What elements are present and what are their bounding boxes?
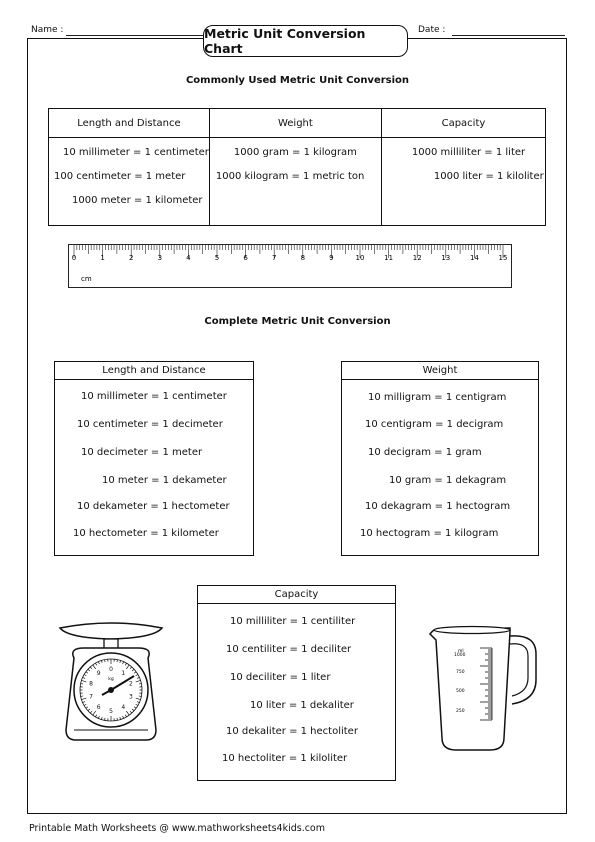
ruler-scale	[68, 244, 512, 288]
dial-label: 1	[121, 670, 126, 678]
capacity-box	[197, 585, 396, 781]
length-row: 10 dekameter = 1 hectometer	[77, 501, 230, 512]
dial-label: 5	[109, 708, 113, 715]
kitchen-scale-icon	[54, 618, 169, 748]
capacity-box-header: Capacity	[198, 586, 395, 604]
common-header-length: Length and Distance	[49, 109, 210, 138]
ruler-label: 15	[498, 254, 508, 262]
ruler-label: 5	[214, 254, 220, 262]
ruler-label: 14	[469, 254, 479, 262]
dial-label: 3	[129, 693, 133, 701]
ruler-label: 9	[329, 254, 334, 262]
length-box-header: Length and Distance	[55, 362, 253, 380]
weight-row: 10 centigram = 1 decigram	[365, 419, 504, 430]
dial-label: 6	[96, 703, 101, 711]
capacity-row: 10 hectoliter = 1 kiloliter	[222, 753, 348, 764]
common-capacity-row: 1000 liter = 1 kiloliter	[433, 171, 544, 182]
weight-box	[341, 361, 539, 556]
ruler-label: 12	[412, 254, 422, 262]
footer-credit: Printable Math Worksheets @ www.mathworksheets4kids.com	[29, 823, 325, 834]
common-capacity-row: 1000 milliliter = 1 liter	[411, 147, 526, 158]
jug-mark-label: 1000	[454, 653, 466, 658]
dial-label: 0	[109, 666, 113, 673]
ruler-label: 10	[355, 254, 365, 262]
ruler-label: 11	[384, 254, 394, 262]
ruler-unit: cm	[81, 275, 92, 283]
length-row: 10 decimeter = 1 meter	[81, 447, 203, 458]
complete-heading: Complete Metric Unit Conversion	[204, 316, 391, 327]
capacity-row: 10 milliliter = 1 centiliter	[230, 616, 356, 627]
weight-row: 10 milligram = 1 centigram	[368, 392, 507, 403]
dial-label: 8	[89, 680, 93, 688]
measuring-jug-icon	[426, 620, 538, 755]
dial-label: 7	[89, 693, 93, 701]
jug-unit-label: ml	[458, 649, 464, 654]
jug-mark-label: 500	[456, 689, 465, 694]
scale-unit-label: kg	[108, 677, 114, 682]
date-line[interactable]	[452, 35, 565, 36]
length-row: 10 centimeter = 1 decimeter	[77, 419, 223, 430]
common-capacity-cell	[381, 138, 545, 226]
ruler-label: 3	[157, 254, 163, 262]
weight-row: 10 dekagram = 1 hectogram	[365, 501, 511, 512]
ruler-label: 1	[100, 254, 105, 262]
ruler-label: 4	[186, 254, 191, 262]
ruler-label: 13	[441, 254, 451, 262]
ruler-label: 6	[243, 254, 248, 262]
weight-row: 10 decigram = 1 gram	[368, 447, 482, 458]
page-title: Metric Unit Conversion Chart	[203, 25, 408, 57]
dial-label: 4	[121, 703, 126, 711]
weight-row: 10 hectogram = 1 kilogram	[360, 528, 499, 539]
capacity-row: 10 liter = 1 dekaliter	[250, 700, 354, 711]
length-row: 10 meter = 1 dekameter	[102, 475, 227, 486]
jug-mark-label: 750	[456, 670, 465, 675]
common-weight-cell	[209, 138, 381, 226]
name-label: Name :	[31, 25, 64, 35]
dial-label: 9	[96, 670, 101, 678]
ruler-label: 8	[300, 254, 306, 262]
common-length-row: 1000 meter = 1 kilometer	[72, 195, 203, 206]
name-line[interactable]	[66, 35, 204, 36]
length-row: 10 millimeter = 1 centimeter	[81, 391, 227, 402]
ruler	[68, 244, 512, 288]
common-length-row: 100 centimeter = 1 meter	[54, 171, 186, 182]
common-header-capacity: Capacity	[381, 109, 545, 138]
length-box	[54, 361, 254, 556]
date-label: Date :	[418, 25, 446, 35]
capacity-row: 10 deciliter = 1 liter	[230, 672, 331, 683]
weight-box-header: Weight	[342, 362, 538, 380]
dial-label: 2	[129, 680, 133, 688]
capacity-row: 10 centiliter = 1 deciliter	[226, 644, 352, 655]
common-weight-row: 1000 gram = 1 kilogram	[233, 147, 357, 158]
jug-mark-label: 250	[456, 709, 465, 714]
common-length-cell	[49, 138, 210, 226]
common-conversion-table	[48, 108, 546, 226]
common-header-weight: Weight	[209, 109, 381, 138]
common-length-row: 10 millimeter = 1 centimeter	[63, 147, 209, 158]
ruler-label: 7	[271, 254, 277, 262]
common-heading: Commonly Used Metric Unit Conversion	[185, 75, 410, 86]
length-row: 10 hectometer = 1 kilometer	[73, 528, 219, 539]
ruler-label: 0	[71, 254, 77, 262]
common-weight-row: 1000 kilogram = 1 metric ton	[215, 171, 365, 182]
capacity-row: 10 dekaliter = 1 hectoliter	[226, 726, 358, 737]
weight-row: 10 gram = 1 dekagram	[389, 475, 507, 486]
ruler-label: 2	[128, 254, 134, 262]
